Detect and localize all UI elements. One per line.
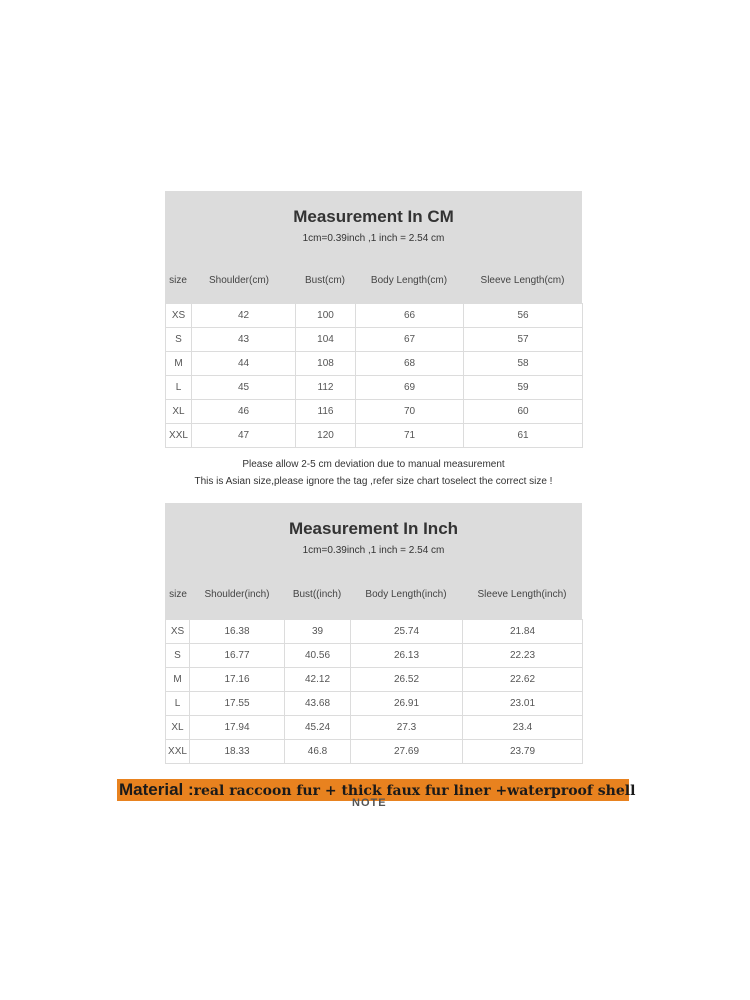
size-cell: M	[166, 668, 190, 692]
chart-subtitle: 1cm=0.39inch ,1 inch = 2.54 cm	[302, 545, 445, 556]
header-size: size	[169, 275, 187, 286]
size-cell: L	[166, 692, 190, 716]
table-row	[166, 740, 583, 764]
measurement-cell: 120	[296, 424, 356, 448]
size-chart-cm	[165, 191, 582, 500]
table-row	[166, 304, 583, 328]
measurement-cell: 23.79	[463, 740, 583, 764]
cut-off-heading	[352, 797, 392, 812]
measurement-cell: 18.33	[190, 740, 285, 764]
measurement-cell: 116	[296, 400, 356, 424]
measurement-cell: 60	[464, 400, 583, 424]
size-cell: XXL	[166, 424, 192, 448]
measurement-cell: 42.12	[285, 668, 351, 692]
table-row	[166, 644, 583, 668]
table-row	[166, 400, 583, 424]
measurement-cell: 26.91	[351, 692, 463, 716]
measurement-cell: 71	[356, 424, 464, 448]
measurement-cell: 17.55	[190, 692, 285, 716]
measurement-cell: 68	[356, 352, 464, 376]
measurement-note	[165, 448, 582, 500]
note-line-1: Please allow 2-5 cm deviation due to manual measurement	[242, 459, 505, 470]
header-size: size	[169, 589, 187, 600]
chart-header	[165, 503, 582, 619]
measurement-cell: 23.01	[463, 692, 583, 716]
material-label: Material :	[119, 780, 194, 799]
measurement-cell: 42	[192, 304, 296, 328]
measurement-cell: 16.77	[190, 644, 285, 668]
measurement-cell: 17.16	[190, 668, 285, 692]
table-row	[166, 376, 583, 400]
table-row	[166, 424, 583, 448]
measurement-cell: 104	[296, 328, 356, 352]
header-body-length: Body Length(inch)	[365, 589, 447, 600]
header-sleeve-length: Sleeve Length(inch)	[477, 589, 567, 600]
size-cell: XXL	[166, 740, 190, 764]
measurement-cell: 67	[356, 328, 464, 352]
measurement-cell: 27.3	[351, 716, 463, 740]
size-cell: M	[166, 352, 192, 376]
measurement-cell: 46	[192, 400, 296, 424]
header-shoulder: Shoulder(cm)	[208, 275, 270, 286]
measurement-cell: 43.68	[285, 692, 351, 716]
size-cell: L	[166, 376, 192, 400]
table-row	[166, 352, 583, 376]
measurement-cell: 23.4	[463, 716, 583, 740]
header-shoulder: Shoulder(inch)	[204, 589, 270, 600]
measurement-cell: 58	[464, 352, 583, 376]
header-body-length: Body Length(cm)	[370, 275, 448, 286]
chart-title: Measurement In Inch	[288, 519, 459, 538]
cut-off-text: NOTE	[352, 797, 387, 809]
measurement-cell: 26.52	[351, 668, 463, 692]
measurement-cell: 45.24	[285, 716, 351, 740]
table-row	[166, 692, 583, 716]
note-line-2: This is Asian size,please ignore the tag ,refer size chart toselect the correct size !	[194, 476, 553, 487]
measurement-cell: 39	[285, 620, 351, 644]
size-cell: XS	[166, 620, 190, 644]
table-row	[166, 716, 583, 740]
table-row	[166, 668, 583, 692]
measurement-cell: 43	[192, 328, 296, 352]
measurement-cell: 61	[464, 424, 583, 448]
size-chart-inch	[165, 503, 582, 764]
measurement-cell: 27.69	[351, 740, 463, 764]
measurement-cell: 59	[464, 376, 583, 400]
measurement-cell: 112	[296, 376, 356, 400]
measurement-cell: 26.13	[351, 644, 463, 668]
measurement-cell: 100	[296, 304, 356, 328]
chart-title: Measurement In CM	[293, 207, 454, 226]
measurement-cell: 16.38	[190, 620, 285, 644]
chart-subtitle: 1cm=0.39inch ,1 inch = 2.54 cm	[302, 233, 445, 244]
size-cell: S	[166, 644, 190, 668]
measurement-cell: 17.94	[190, 716, 285, 740]
size-cell: S	[166, 328, 192, 352]
size-cell: XL	[166, 400, 192, 424]
size-cell: XL	[166, 716, 190, 740]
header-bust: Bust(cm)	[305, 275, 345, 286]
measurement-cell: 40.56	[285, 644, 351, 668]
measurement-cell: 21.84	[463, 620, 583, 644]
measurement-cell: 22.62	[463, 668, 583, 692]
measurement-cell: 66	[356, 304, 464, 328]
material-text: real raccoon fur + thick faux fur liner +waterproof shell	[193, 783, 636, 799]
header-bust: Bust((inch)	[292, 589, 342, 600]
measurement-cell: 45	[192, 376, 296, 400]
measurement-cell: 47	[192, 424, 296, 448]
measurement-cell: 69	[356, 376, 464, 400]
data-table	[165, 619, 583, 764]
measurement-cell: 46.8	[285, 740, 351, 764]
measurement-cell: 22.23	[463, 644, 583, 668]
header-sleeve-length: Sleeve Length(cm)	[480, 275, 565, 286]
measurement-cell: 56	[464, 304, 583, 328]
size-cell: XS	[166, 304, 192, 328]
measurement-cell: 108	[296, 352, 356, 376]
measurement-cell: 70	[356, 400, 464, 424]
table-row	[166, 328, 583, 352]
measurement-cell: 57	[464, 328, 583, 352]
chart-header	[165, 191, 582, 303]
measurement-cell: 25.74	[351, 620, 463, 644]
table-row	[166, 620, 583, 644]
measurement-cell: 44	[192, 352, 296, 376]
data-table	[165, 303, 583, 448]
